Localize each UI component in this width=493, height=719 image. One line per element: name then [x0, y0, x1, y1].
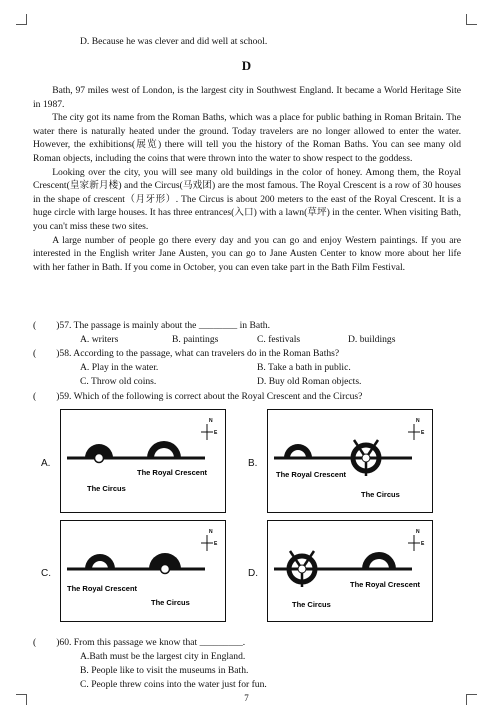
answer-bracket-close: ) [56, 391, 60, 402]
map-option-a[interactable] [60, 409, 226, 513]
answer-bracket-close: ) [56, 637, 60, 648]
q59-option-c-letter: C. [41, 568, 51, 579]
crescent-icon [284, 444, 312, 458]
q59-option-b-letter: B. [248, 458, 258, 469]
compass-e: E [214, 430, 218, 436]
circus-lawn-icon [362, 454, 370, 462]
q58-option-c: C. Throw old coins. [80, 376, 157, 387]
q59-option-d-letter: D. [248, 568, 258, 579]
compass-icon [201, 529, 218, 551]
crescent-icon [85, 554, 115, 569]
q60-option-b: B. People like to visit the museums in Bath. [80, 665, 249, 676]
label-circus: The Circus [292, 600, 331, 609]
compass-e: E [421, 430, 425, 436]
passage [33, 84, 461, 274]
label-circus: The Circus [361, 490, 400, 499]
paragraph-1: Bath, 97 miles west of London, is the largest city in Southwest England. It became a World Heritage Site in 1987. [33, 85, 461, 110]
page-number: 7 [244, 693, 249, 703]
map-option-d[interactable] [267, 520, 433, 622]
question-stem: 57. The passage is mainly about the ________ in Bath. [59, 320, 270, 331]
map-d-drawing [268, 521, 432, 621]
circus-lawn-icon [161, 565, 170, 574]
map-c-drawing [61, 521, 225, 621]
map-option-b[interactable] [267, 409, 433, 513]
question-59 [33, 390, 463, 403]
q58-option-b: B. Take a bath in public. [257, 362, 351, 373]
paragraph-3: Looking over the city, you will see many old buildings in the color of honey. Among them, the Royal Crescent(皇家新月楼) and the Circus(马戏团) are the most famous. The Royal Crescent is a row of 30 houses in the shape of crescent（月牙形）. The Circus is about 200 meters to the east of the Royal Crescent. It is a huge circle with large houses. It has three entrances(入口) with a lawn(草坪) in the center. When visiting Bath, you can't miss these two sites. [33, 166, 461, 232]
compass-icon [408, 529, 425, 551]
q59-option-a-letter: A. [41, 458, 51, 469]
paragraph-4: A large number of people go there every day and you can go and enjoy Western paintings. If you are interested in the English writer Jane Austen, you can go to Jane Austen Center to know more about her life with her father in Bath. If you come in October, you can even take part in the Bath Film Festival. [33, 234, 461, 273]
compass-n: N [209, 418, 213, 424]
answer-bracket-open: ( [33, 348, 37, 359]
answer-bracket-open: ( [33, 391, 37, 402]
q60-option-a: A.Bath must be the largest city in England. [80, 651, 246, 662]
question-57 [33, 319, 463, 332]
question-60 [33, 636, 463, 649]
compass-n: N [209, 529, 213, 535]
circus-lawn-icon [95, 454, 104, 463]
previous-question-option-d: D. Because he was clever and did well at school. [80, 36, 268, 47]
q57-option-d: D. buildings [348, 334, 396, 345]
map-b-drawing [268, 410, 432, 512]
crescent-icon [362, 552, 396, 569]
section-heading: D [241, 58, 252, 73]
crop-mark-top-left [16, 14, 27, 25]
q58-option-d: D. Buy old Roman objects. [257, 376, 362, 387]
label-royal-crescent: The Royal Crescent [350, 580, 421, 589]
label-royal-crescent: The Royal Crescent [137, 468, 208, 477]
crop-mark-top-right [466, 14, 477, 25]
label-circus: The Circus [87, 484, 126, 493]
label-royal-crescent: The Royal Crescent [67, 584, 138, 593]
q58-option-a: A. Play in the water. [80, 362, 159, 373]
paragraph-2: The city got its name from the Roman Baths, which was a place for public bathing in Roman Britain. The water there is naturally heated under the ground. Today travelers are no longer allowed to enter the water. However, the exhibitions(展览) there will tell you the history of the Roman Baths. You can see many old Roman objects, including the coins that were thrown into the water to show respect to the goddess. [33, 112, 461, 164]
compass-icon [201, 418, 218, 440]
map-a-drawing [61, 410, 225, 512]
question-stem: 58. According to the passage, what can travelers do in the Roman Baths? [59, 348, 340, 359]
q57-option-a: A. writers [80, 334, 119, 345]
answer-bracket-open: ( [33, 320, 37, 331]
q60-option-c: C. People threw coins into the water just for fun. [80, 679, 267, 690]
compass-e: E [214, 541, 218, 547]
compass-n: N [416, 529, 420, 535]
compass-n: N [416, 418, 420, 424]
crescent-icon [147, 441, 181, 458]
label-circus: The Circus [151, 598, 190, 607]
map-option-c[interactable] [60, 520, 226, 622]
answer-bracket-open: ( [33, 637, 37, 648]
label-royal-crescent: The Royal Crescent [276, 470, 347, 479]
answer-bracket-close: ) [56, 320, 60, 331]
circus-lawn-icon [298, 565, 306, 573]
compass-icon [408, 418, 425, 440]
q57-option-c: C. festivals [257, 334, 301, 345]
question-stem: 59. Which of the following is correct about the Royal Crescent and the Circus? [59, 391, 363, 402]
compass-e: E [421, 541, 425, 547]
q57-option-b: B. paintings [172, 334, 219, 345]
question-stem: 60. From this passage we know that _________. [59, 637, 246, 648]
answer-bracket-close: ) [56, 348, 60, 359]
question-58 [33, 347, 463, 360]
